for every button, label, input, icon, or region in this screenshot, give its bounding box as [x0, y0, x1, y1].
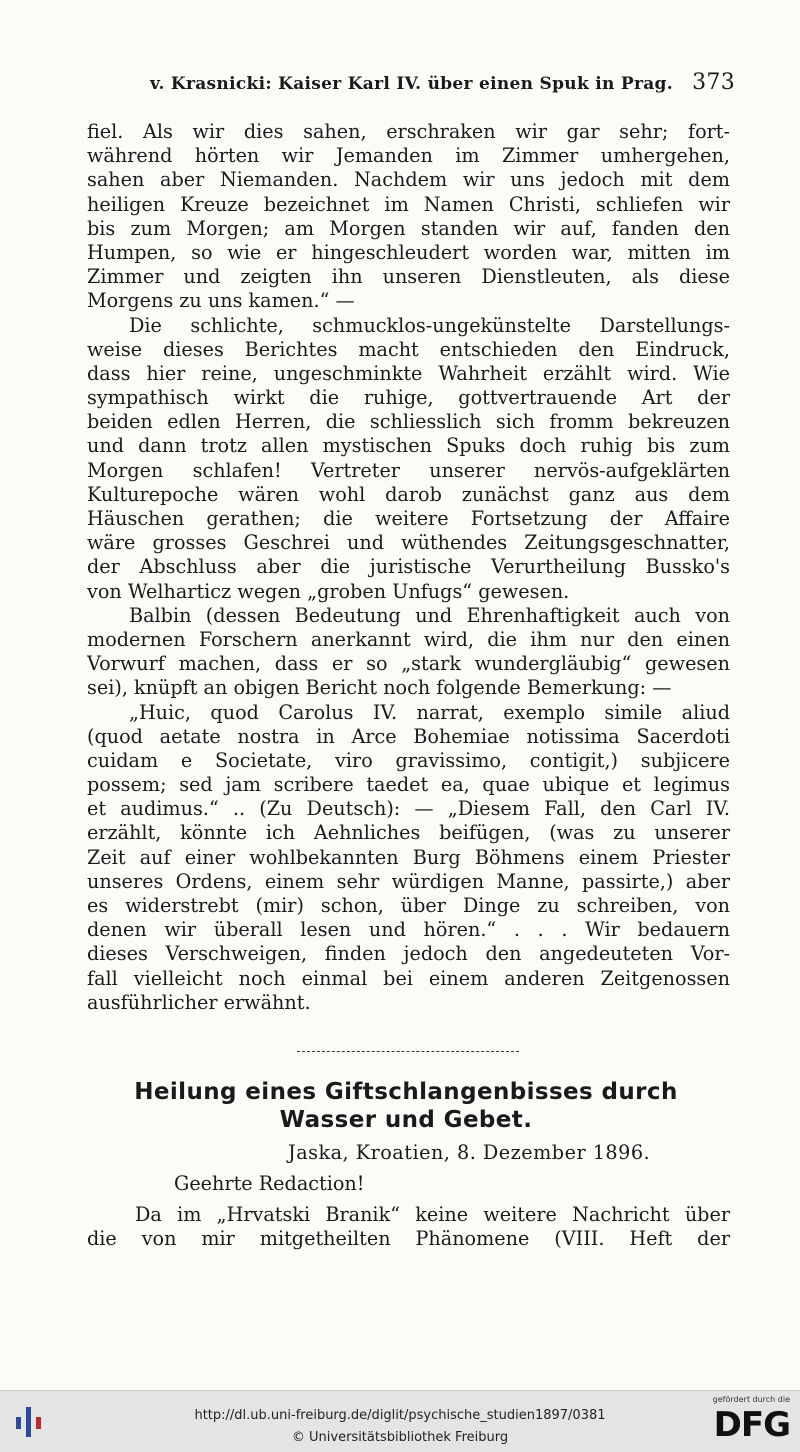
- text-line: Humpen, so wie er hingeschleudert worden war, mitten im: [87, 240, 730, 264]
- text-line: Häuschen gerathen; die weitere Fortsetzung der Affaire: [87, 507, 730, 530]
- source-url-link[interactable]: http://dl.ub.uni-freiburg.de/diglit/psychische_studien1897/0381: [194, 1408, 606, 1423]
- text-line: sympathisch wirkt die ruhige, gottvertrauende Art der: [87, 386, 730, 410]
- text-line: erzählt, könnte ich Aehnliches beifügen, (was zu unserer: [87, 821, 730, 845]
- text-line: Kulturepoche wären wohl darob zunächst ganz aus dem: [87, 482, 730, 506]
- text-line: denen wir überall lesen und hören.“ . . . Wir bedauern: [87, 918, 730, 942]
- section-divider: [297, 1051, 519, 1052]
- text-line: heiligen Kreuze bezeichnet im Namen Christi, schliefen wir: [87, 192, 730, 216]
- text-line: es widerstrebt (mir) schon, über Dinge zu schreiben, von: [87, 894, 730, 917]
- text-line: dieses Verschweigen, finden jedoch den angedeuteten Vor-: [87, 942, 730, 966]
- text-line: (quod aetate nostra in Arce Bohemiae notissima Sacerdoti: [87, 724, 730, 748]
- running-title: v. Krasnicki: Kaiser Karl IV. über einen Spuk in Prag.: [150, 74, 673, 94]
- text-line: unseres Ordens, einem sehr würdigen Manne, passirte,) aber: [87, 869, 730, 893]
- viewer-footer: [0, 1390, 800, 1452]
- section-heading: [80, 1078, 732, 1134]
- text-line: Balbin (dessen Bedeutung und Ehrenhaftigkeit auch von: [129, 603, 730, 627]
- text-line: ausführlicher erwähnt.: [87, 990, 311, 1014]
- text-line: von Welharticz wegen „groben Unfugs“ gewesen.: [87, 579, 570, 603]
- text-line: possem; sed jam scribere taedet ea, quae ubique et legimus: [87, 773, 730, 797]
- text-line: et audimus.“ .. (Zu Deutsch): — „Diesem Fall, den Carl IV.: [87, 797, 730, 821]
- text-line: und dann trotz allen mystischen Spuks doch ruhig bis zum: [87, 434, 730, 458]
- letter-greeting: Geehrte Redaction!: [174, 1172, 365, 1195]
- text-line: weise dieses Berichtes macht entschieden den Eindruck,: [87, 337, 730, 361]
- text-line: fiel. Als wir dies sahen, erschraken wir gar sehr; fort-: [87, 120, 730, 143]
- text-line: dass hier reine, ungeschminkte Wahrheit erzählt wird. Wie: [87, 361, 730, 385]
- funder-note: gefördert durch die: [712, 1395, 790, 1404]
- text-line: „Huic, quod Carolus IV. narrat, exemplo simile aliud: [129, 700, 730, 724]
- text-line: Morgen schlafen! Vertreter unserer nervös-aufgeklärten: [87, 458, 730, 482]
- text-line: Vorwurf machen, dass er so „stark wundergläubig“ gewesen: [87, 652, 730, 676]
- text-line: Zeit auf einer wohlbekannten Burg Böhmens einem Priester: [87, 845, 730, 869]
- body-text: [87, 120, 730, 1015]
- section-heading-line: Wasser und Gebet.: [279, 1107, 533, 1133]
- text-line: sei), knüpft an obigen Bericht noch folgende Bemerkung: —: [87, 676, 672, 700]
- text-line: beiden edlen Herren, die schliesslich sich fromm bekreuzen: [87, 410, 730, 434]
- letter-dateline: Jaska, Kroatien, 8. Dezember 1896.: [288, 1141, 651, 1164]
- dfg-logo: DFG: [713, 1405, 790, 1445]
- letter-paragraph: [87, 1203, 730, 1251]
- text-line: während hörten wir Jemanden im Zimmer umhergehen,: [87, 144, 730, 168]
- paragraph-line: die von mir mitgetheilten Phänomene (VIII. Heft der: [87, 1227, 730, 1251]
- text-line: bis zum Morgen; am Morgen standen wir auf, fanden den: [87, 216, 730, 240]
- paragraph-line: Da im „Hrvatski Branik“ keine weitere Nachricht über: [135, 1203, 730, 1226]
- text-line: Die schlichte, schmucklos-ungekünstelte Darstellungs-: [129, 313, 730, 337]
- text-line: der Abschluss aber die juristische Verurtheilung Bussko's: [87, 555, 730, 579]
- text-line: sahen aber Niemanden. Nachdem wir uns jedoch mit dem: [87, 168, 730, 192]
- copyright-text: © Universitätsbibliothek Freiburg: [291, 1430, 509, 1445]
- text-line: wäre grosses Geschrei und wüthendes Zeitungsgeschnatter,: [87, 531, 730, 555]
- text-line: modernen Forschern anerkannt wird, die ihm nur den einen: [87, 627, 730, 651]
- text-line: Zimmer und zeigten ihn unseren Dienstleuten, als diese: [87, 265, 730, 289]
- section-heading-line: Heilung eines Giftschlangenbisses durch: [134, 1079, 678, 1105]
- text-line: cuidam e Societate, viro gravissimo, contigit,) subjicere: [87, 748, 730, 772]
- page-number: 373: [692, 70, 735, 95]
- text-line: Morgens zu uns kamen.“ —: [87, 289, 355, 313]
- text-line: fall vielleicht noch einmal bei einem anderen Zeitgenossen: [87, 966, 730, 990]
